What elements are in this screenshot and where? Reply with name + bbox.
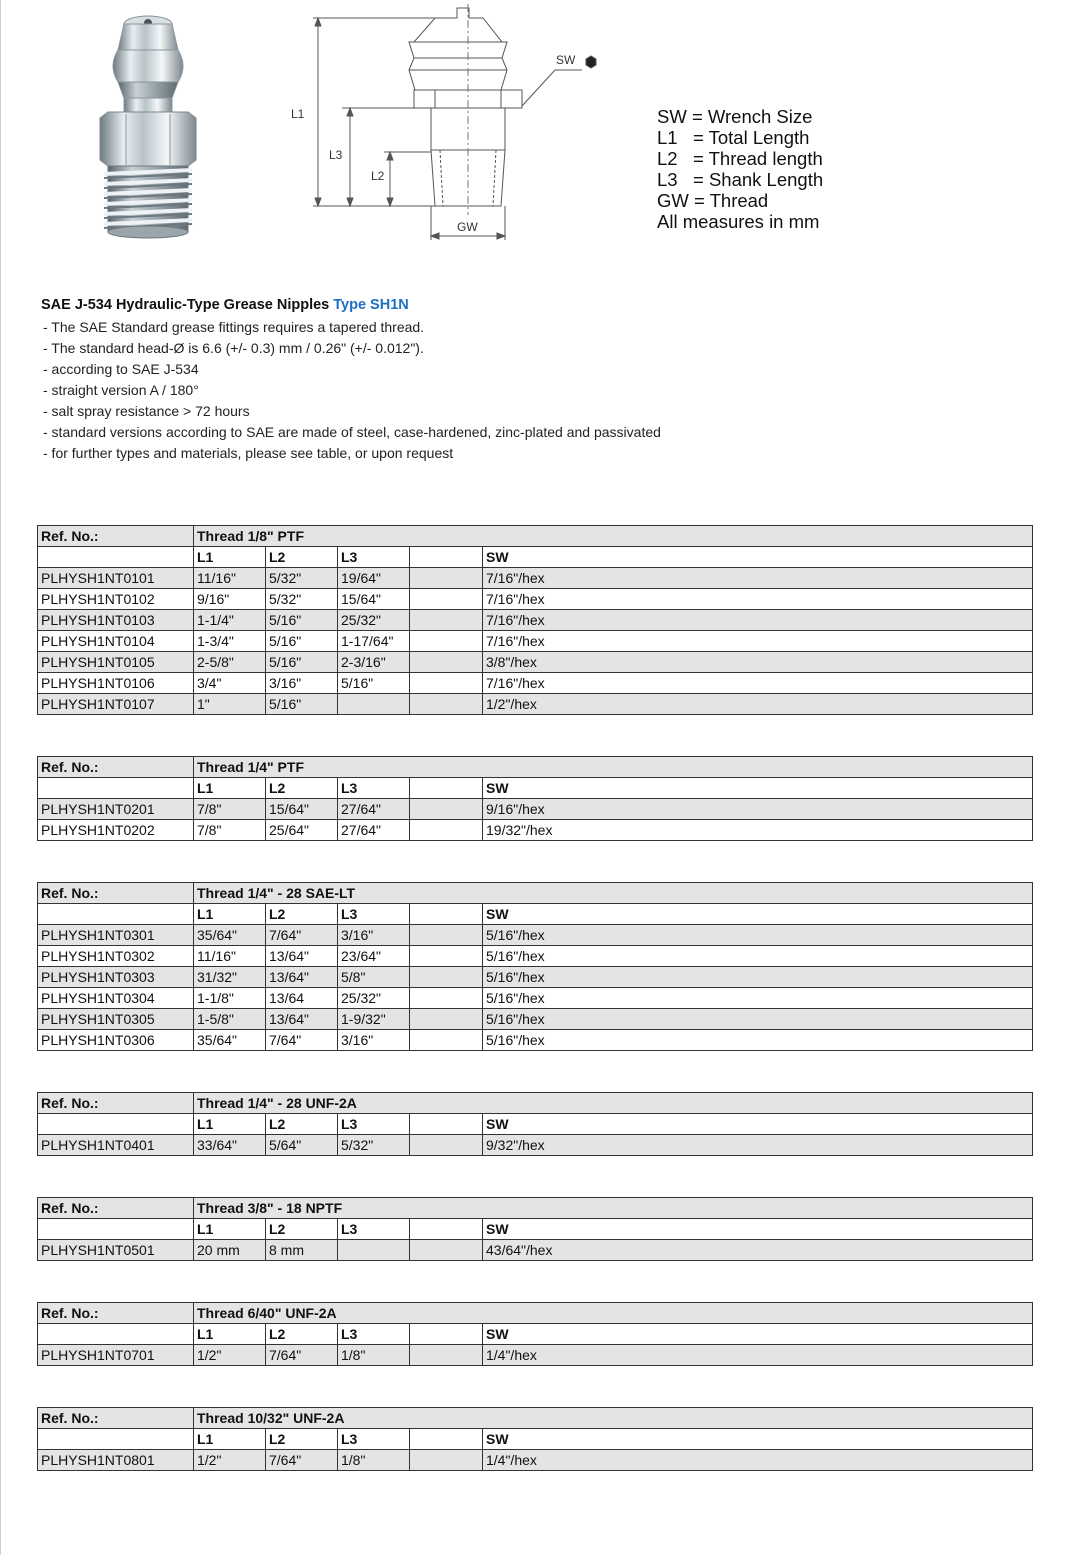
drawing-label-l2: L2 [371,169,385,183]
l2-header: L2 [266,1429,338,1450]
sw-cell: 7/16"/hex [483,673,1033,694]
table-row [38,988,1033,1009]
table-subheader-row [38,904,1033,925]
legend-l3: L3 = Shank Length [657,169,824,190]
legend-gw: GW = Thread [657,190,769,211]
spec-table-1-4-ptf [37,756,1033,841]
l3-cell [338,694,410,715]
l2-cell: 13/64" [266,946,338,967]
legend-l2: L2 = Thread length [657,148,823,169]
ref-no-cell: PLHYSH1NT0104 [38,631,194,652]
l3-cell: 25/32" [338,610,410,631]
l1-cell: 1/2" [194,1450,266,1471]
blank-cell [410,946,483,967]
l2-cell: 7/64" [266,1345,338,1366]
blank-cell [410,631,483,652]
thread-header: Thread 6/40" UNF-2A [194,1303,1033,1324]
sw-cell: 1/2"/hex [483,694,1033,715]
ref-no-cell: PLHYSH1NT0401 [38,1135,194,1156]
l2-cell: 5/16" [266,694,338,715]
blank-cell [410,1345,483,1366]
ref-no-cell: PLHYSH1NT0106 [38,673,194,694]
l2-cell: 7/64" [266,1030,338,1051]
l2-header: L2 [266,778,338,799]
product-title-text: SAE J-534 Hydraulic-Type Grease Nipples [41,297,334,313]
l3-cell: 27/64" [338,820,410,841]
sw-cell: 43/64"/hex [483,1240,1033,1261]
l3-header: L3 [338,547,410,568]
feature-item: - The SAE Standard grease fittings requires a tapered thread. [43,319,425,335]
ref-no-header: Ref. No.: [38,1198,194,1219]
subheader-blank [38,1219,194,1240]
ref-no-header: Ref. No.: [38,526,194,547]
thread-header: Thread 1/8" PTF [194,526,1033,547]
ref-no-cell: PLHYSH1NT0101 [38,568,194,589]
spec-table-10-32-unf-2a [37,1407,1033,1471]
technical-drawing [280,0,610,250]
subheader-blank [38,547,194,568]
blank-cell [410,694,483,715]
sw-cell: 5/16"/hex [483,1009,1033,1030]
table-row [38,967,1033,988]
sw-cell: 5/16"/hex [483,1030,1033,1051]
sw-header: SW [483,1114,1033,1135]
l2-cell: 15/64" [266,799,338,820]
drawing-label-l1: L1 [291,107,305,121]
l1-cell: 1-5/8" [194,1009,266,1030]
sw-cell: 9/16"/hex [483,799,1033,820]
l1-cell: 31/32" [194,967,266,988]
thread-header: Thread 1/4" PTF [194,757,1033,778]
spec-table-1-8-ptf [37,525,1033,715]
feature-item: - The standard head-Ø is 6.6 (+/- 0.3) mm / 0.26" (+/- 0.012"). [43,340,424,356]
l3-cell: 5/8" [338,967,410,988]
ref-no-cell: PLHYSH1NT0105 [38,652,194,673]
l2-header: L2 [266,904,338,925]
sw-header: SW [483,904,1033,925]
l1-cell: 1" [194,694,266,715]
l1-cell: 1-1/4" [194,610,266,631]
table-header-row [38,1198,1033,1219]
l2-cell: 5/32" [266,568,338,589]
l1-header: L1 [194,547,266,568]
l2-cell: 13/64" [266,967,338,988]
l2-cell: 5/16" [266,652,338,673]
l1-cell: 2-5/8" [194,652,266,673]
l2-header: L2 [266,1219,338,1240]
table-header-row [38,1408,1033,1429]
drawing-label-sw: SW [556,53,576,67]
blank-cell [410,1009,483,1030]
ref-no-cell: PLHYSH1NT0305 [38,1009,194,1030]
table-header-row [38,883,1033,904]
feature-item: - straight version A / 180° [43,382,199,398]
l1-cell: 9/16" [194,589,266,610]
subheader-blank [38,904,194,925]
l1-header: L1 [194,778,266,799]
l2-cell: 5/32" [266,589,338,610]
spec-table-6-40-unf-2a [37,1302,1033,1366]
table-row [38,694,1033,715]
ref-no-cell: PLHYSH1NT0103 [38,610,194,631]
l3-header: L3 [338,1114,410,1135]
sw-cell: 5/16"/hex [483,925,1033,946]
feature-item: - salt spray resistance > 72 hours [43,403,250,419]
l3-header: L3 [338,778,410,799]
l2-cell: 5/64" [266,1135,338,1156]
subheader-blank [38,1114,194,1135]
grease-nipple-photo [78,10,218,242]
blank-cell [410,610,483,631]
legend-l1: L1 = Total Length [657,127,810,148]
feature-list [41,317,661,464]
product-description [41,295,661,464]
l3-cell: 25/32" [338,988,410,1009]
blank-cell [410,568,483,589]
l3-cell: 5/32" [338,1135,410,1156]
subheader-blank [410,778,483,799]
table-row [38,1009,1033,1030]
ref-no-header: Ref. No.: [38,1303,194,1324]
blank-cell [410,652,483,673]
blank-cell [410,925,483,946]
table-row [38,610,1033,631]
table-row [38,1135,1033,1156]
l1-header: L1 [194,1114,266,1135]
sw-cell: 5/16"/hex [483,988,1033,1009]
l1-cell: 7/8" [194,820,266,841]
subheader-blank [410,1114,483,1135]
sw-header: SW [483,1324,1033,1345]
ref-no-header: Ref. No.: [38,1093,194,1114]
product-type: Type SH1N [333,297,409,313]
table-row [38,1030,1033,1051]
table-row [38,946,1033,967]
table-subheader-row [38,1219,1033,1240]
ref-no-cell: PLHYSH1NT0107 [38,694,194,715]
l1-cell: 3/4" [194,673,266,694]
thread-header: Thread 10/32" UNF-2A [194,1408,1033,1429]
l1-cell: 35/64" [194,925,266,946]
feature-item: - standard versions according to SAE are made of steel, case-hardened, zinc-plated and passivated [43,424,661,440]
ref-no-header: Ref. No.: [38,883,194,904]
l1-header: L1 [194,1324,266,1345]
l3-header: L3 [338,904,410,925]
table-row [38,799,1033,820]
l1-header: L1 [194,1219,266,1240]
blank-cell [410,1240,483,1261]
l3-cell [338,1240,410,1261]
l2-cell: 5/16" [266,631,338,652]
subheader-blank [410,1219,483,1240]
table-subheader-row [38,778,1033,799]
spec-table-1-4-28-sae-lt [37,882,1033,1051]
spec-table-3-8-18-nptf [37,1197,1033,1261]
ref-no-cell: PLHYSH1NT0303 [38,967,194,988]
subheader-blank [410,1429,483,1450]
l3-cell: 2-3/16" [338,652,410,673]
ref-no-cell: PLHYSH1NT0302 [38,946,194,967]
sw-cell: 7/16"/hex [483,631,1033,652]
subheader-blank [38,778,194,799]
l3-header: L3 [338,1429,410,1450]
l1-cell: 1-3/4" [194,631,266,652]
table-header-row [38,1303,1033,1324]
table-row [38,568,1033,589]
l3-cell: 3/16" [338,1030,410,1051]
sw-cell: 9/32"/hex [483,1135,1033,1156]
table-subheader-row [38,1114,1033,1135]
l2-cell: 8 mm [266,1240,338,1261]
l3-cell: 27/64" [338,799,410,820]
ref-no-cell: PLHYSH1NT0301 [38,925,194,946]
thread-header: Thread 1/4" - 28 SAE-LT [194,883,1033,904]
l1-header: L1 [194,904,266,925]
l3-cell: 15/64" [338,589,410,610]
ref-no-cell: PLHYSH1NT0701 [38,1345,194,1366]
ref-no-cell: PLHYSH1NT0501 [38,1240,194,1261]
l1-cell: 1-1/8" [194,988,266,1009]
spec-table-1-4-28-unf-2a [37,1092,1033,1156]
drawing-label-l3: L3 [329,148,343,162]
ref-no-cell: PLHYSH1NT0201 [38,799,194,820]
l1-cell: 20 mm [194,1240,266,1261]
table-row [38,1240,1033,1261]
sw-cell: 7/16"/hex [483,589,1033,610]
l1-cell: 11/16" [194,946,266,967]
table-subheader-row [38,1324,1033,1345]
table-row [38,1345,1033,1366]
sw-cell: 19/32"/hex [483,820,1033,841]
legend [657,106,823,232]
ref-no-cell: PLHYSH1NT0306 [38,1030,194,1051]
page-edge [0,0,1,1555]
blank-cell [410,673,483,694]
sw-cell: 1/4"/hex [483,1450,1033,1471]
blank-cell [410,988,483,1009]
feature-item: - according to SAE J-534 [43,361,199,377]
table-header-row [38,1093,1033,1114]
l1-header: L1 [194,1429,266,1450]
subheader-blank [410,1324,483,1345]
sw-cell: 7/16"/hex [483,568,1033,589]
l2-cell: 25/64" [266,820,338,841]
subheader-blank [38,1429,194,1450]
l2-cell: 13/64" [266,1009,338,1030]
l2-cell: 13/64 [266,988,338,1009]
l3-cell: 1/8" [338,1345,410,1366]
ref-no-cell: PLHYSH1NT0102 [38,589,194,610]
sw-cell: 1/4"/hex [483,1345,1033,1366]
ref-no-cell: PLHYSH1NT0304 [38,988,194,1009]
legend-sw: SW = Wrench Size [657,106,813,127]
blank-cell [410,799,483,820]
l1-cell: 35/64" [194,1030,266,1051]
l2-header: L2 [266,1114,338,1135]
table-row [38,925,1033,946]
feature-item: - for further types and materials, please see table, or upon request [43,445,454,461]
blank-cell [410,1450,483,1471]
l3-header: L3 [338,1219,410,1240]
table-row [38,631,1033,652]
blank-cell [410,820,483,841]
table-row [38,820,1033,841]
l2-cell: 7/64" [266,925,338,946]
product-title [41,295,661,315]
sw-header: SW [483,778,1033,799]
subheader-blank [410,904,483,925]
blank-cell [410,589,483,610]
l1-cell: 11/16" [194,568,266,589]
l3-cell: 19/64" [338,568,410,589]
ref-no-cell: PLHYSH1NT0801 [38,1450,194,1471]
legend-units: All measures in mm [657,211,820,232]
blank-cell [410,967,483,988]
table-header-row [38,757,1033,778]
l3-cell: 1-17/64" [338,631,410,652]
table-row [38,589,1033,610]
l2-header: L2 [266,547,338,568]
ref-no-header: Ref. No.: [38,757,194,778]
l1-cell: 33/64" [194,1135,266,1156]
ref-no-header: Ref. No.: [38,1408,194,1429]
sw-cell: 5/16"/hex [483,967,1033,988]
l3-cell: 3/16" [338,925,410,946]
l3-cell: 23/64" [338,946,410,967]
l3-cell: 1/8" [338,1450,410,1471]
table-row [38,652,1033,673]
sw-cell: 5/16"/hex [483,946,1033,967]
table-subheader-row [38,1429,1033,1450]
table-subheader-row [38,547,1033,568]
subheader-blank [410,547,483,568]
sw-header: SW [483,1429,1033,1450]
l2-cell: 5/16" [266,610,338,631]
l2-header: L2 [266,1324,338,1345]
thread-header: Thread 1/4" - 28 UNF-2A [194,1093,1033,1114]
table-row [38,673,1033,694]
blank-cell [410,1030,483,1051]
drawing-label-gw: GW [457,220,478,234]
sw-header: SW [483,547,1033,568]
blank-cell [410,1135,483,1156]
thread-header: Thread 3/8" - 18 NPTF [194,1198,1033,1219]
subheader-blank [38,1324,194,1345]
l3-header: L3 [338,1324,410,1345]
sw-cell: 3/8"/hex [483,652,1033,673]
sw-cell: 7/16"/hex [483,610,1033,631]
ref-no-cell: PLHYSH1NT0202 [38,820,194,841]
l1-cell: 7/8" [194,799,266,820]
l3-cell: 5/16" [338,673,410,694]
sw-header: SW [483,1219,1033,1240]
l2-cell: 3/16" [266,673,338,694]
table-row [38,1450,1033,1471]
l1-cell: 1/2" [194,1345,266,1366]
l2-cell: 7/64" [266,1450,338,1471]
l3-cell: 1-9/32" [338,1009,410,1030]
table-header-row [38,526,1033,547]
